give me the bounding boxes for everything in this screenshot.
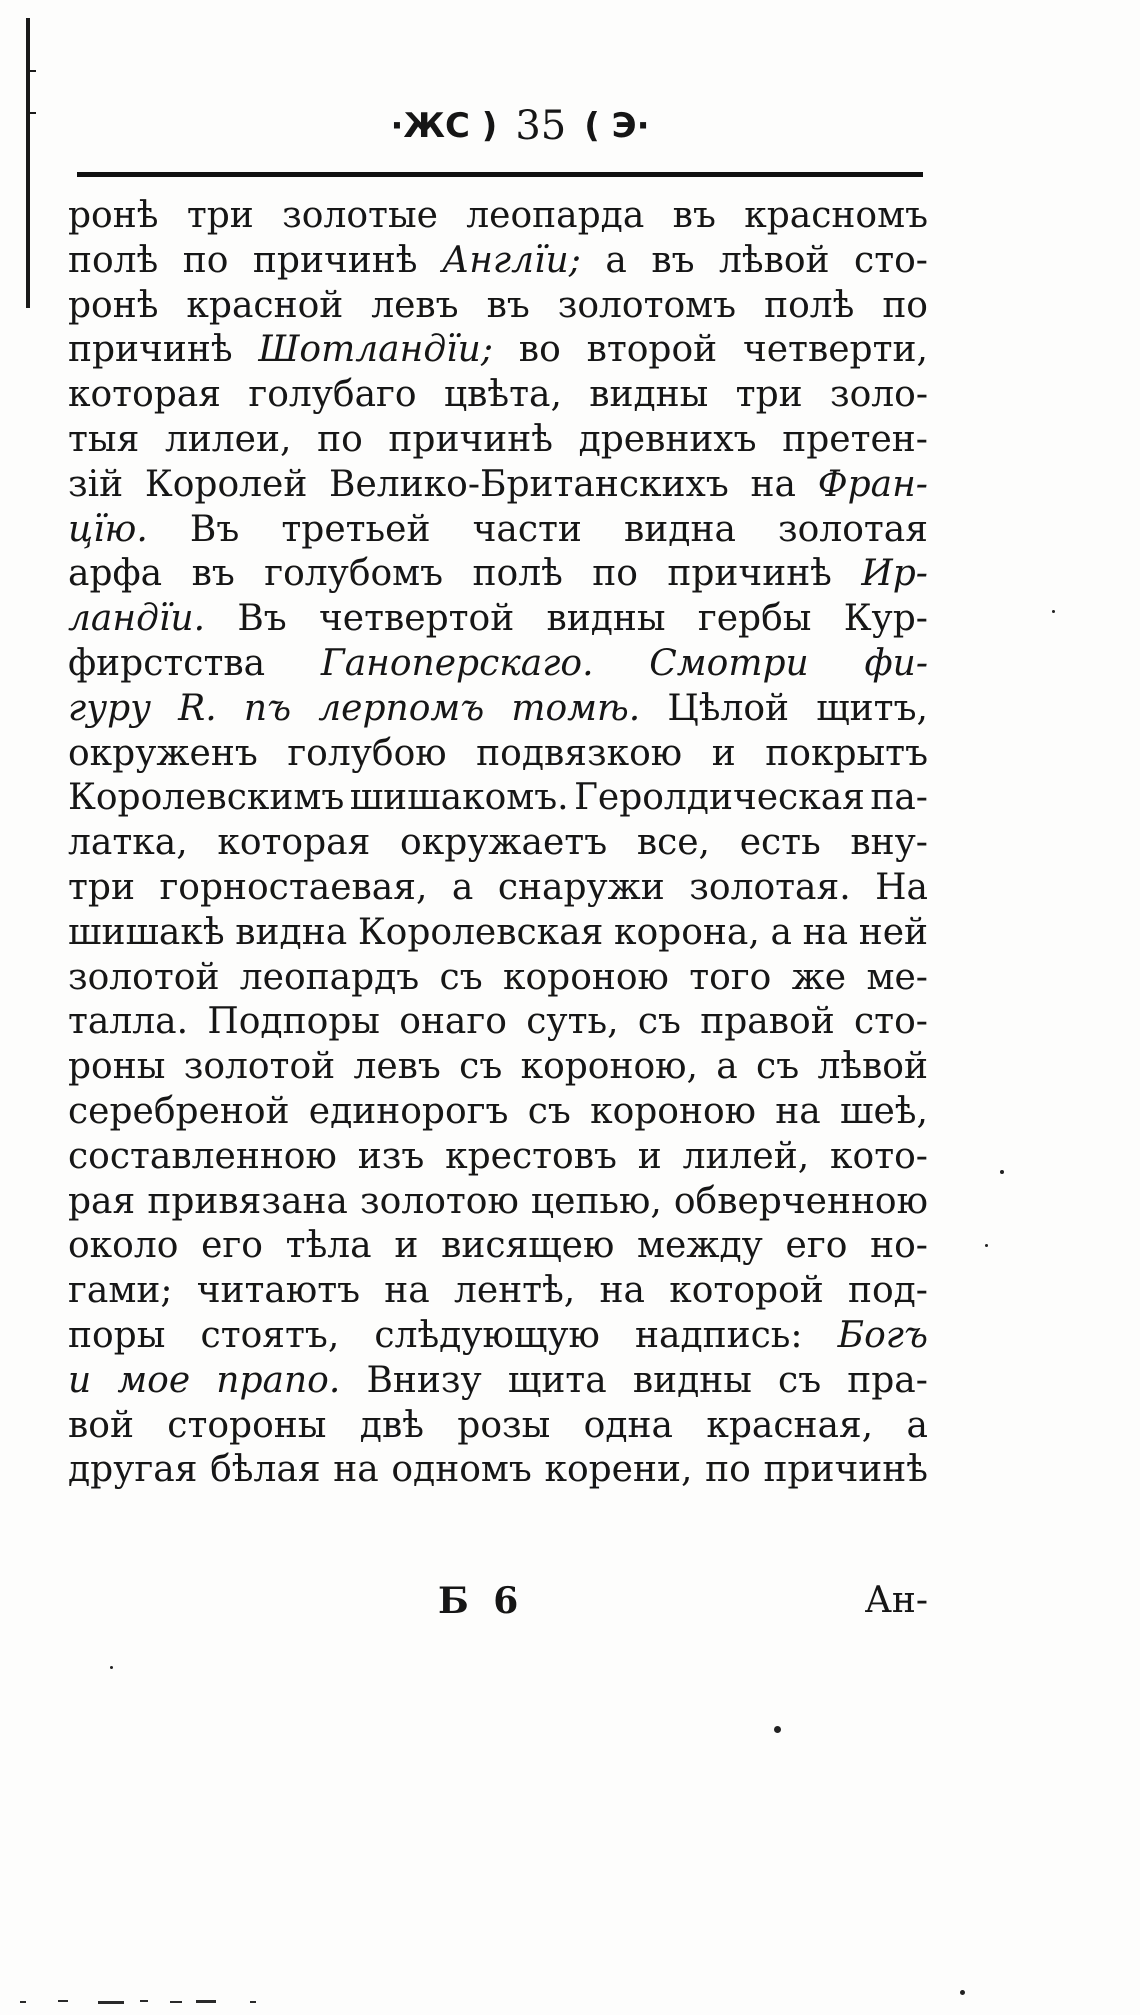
- word: его: [785, 1225, 848, 1267]
- word: короною: [502, 956, 669, 998]
- word: а: [716, 1046, 738, 1088]
- word: Ир-: [861, 553, 928, 595]
- text-line: [68, 597, 928, 642]
- word: щита: [507, 1359, 607, 1401]
- word: леопарда: [466, 195, 645, 236]
- word: полѣ: [472, 553, 563, 595]
- word: Внизу: [366, 1359, 482, 1401]
- word: на: [775, 1090, 821, 1132]
- word: видна: [235, 911, 348, 953]
- word: а: [906, 1404, 928, 1446]
- text-line: [68, 508, 928, 553]
- word: сто-: [854, 239, 928, 281]
- text-line: [68, 1090, 928, 1135]
- word: цепью,: [530, 1180, 662, 1222]
- word: левъ: [353, 1046, 441, 1088]
- word: Ганоперскаго.: [320, 642, 594, 684]
- word: привязана: [147, 1180, 348, 1222]
- word: древнихъ: [578, 418, 757, 460]
- page-number: 35: [515, 103, 567, 149]
- word: цвѣта,: [443, 374, 562, 416]
- word: золотомъ: [557, 284, 737, 326]
- word: шишакѣ: [68, 911, 225, 953]
- word: Королевская: [357, 911, 604, 953]
- word: причинѣ: [763, 1449, 928, 1491]
- word: роны: [68, 1046, 166, 1088]
- header-right-ornament: ( Э·: [584, 106, 650, 146]
- word: красная,: [706, 1404, 874, 1446]
- word: третьей: [281, 508, 431, 550]
- text-line: [68, 239, 928, 284]
- word: его: [201, 1225, 263, 1267]
- word: покрытъ: [765, 732, 928, 774]
- text-line: [68, 821, 928, 866]
- word: съ: [439, 956, 483, 998]
- word: надпись:: [635, 1314, 803, 1356]
- word: рая: [68, 1180, 136, 1222]
- text-line: [68, 1045, 928, 1090]
- word: во: [518, 329, 561, 371]
- word: съ: [459, 1046, 503, 1088]
- word: фирстства: [68, 642, 266, 684]
- text-line: [68, 776, 928, 821]
- text-line: [68, 732, 928, 777]
- word: того: [689, 956, 772, 998]
- text-line: [68, 284, 928, 329]
- scan-speck: [1000, 1170, 1004, 1174]
- word: лѣвой: [817, 1046, 928, 1088]
- header-left-ornament: ·ЖС ): [390, 106, 498, 146]
- word: причинѣ: [68, 329, 233, 371]
- word: под-: [847, 1270, 928, 1312]
- word: которой: [669, 1270, 824, 1312]
- word: три: [186, 195, 254, 236]
- word: одномъ: [391, 1449, 532, 1491]
- word: но-: [870, 1225, 928, 1267]
- word: золотая: [778, 508, 928, 550]
- word: Англїи;: [441, 239, 581, 281]
- word: красномъ: [744, 195, 928, 236]
- word: между: [637, 1225, 763, 1267]
- word: около: [68, 1225, 179, 1267]
- word: лерпомъ: [318, 687, 485, 729]
- word: золотая.: [689, 866, 851, 908]
- word: по: [705, 1449, 751, 1491]
- word: единорогъ: [308, 1090, 509, 1132]
- word: тѣла: [285, 1225, 372, 1267]
- word: На: [875, 866, 928, 908]
- scan-speck: [985, 1244, 988, 1247]
- scan-speck: [110, 1666, 113, 1669]
- text-line: [68, 1224, 928, 1269]
- text-line: [68, 463, 928, 508]
- word: голубаго: [248, 374, 417, 416]
- word: причинѣ: [667, 553, 832, 595]
- word: пра-: [847, 1359, 928, 1401]
- text-line: [68, 1404, 928, 1449]
- gutter-tick: [30, 112, 36, 114]
- word: второй: [586, 329, 718, 371]
- word: талла.: [68, 1001, 189, 1043]
- word: висящею: [441, 1225, 615, 1267]
- word: Въ: [237, 598, 287, 640]
- word: вой: [68, 1404, 134, 1446]
- word: на: [384, 1270, 430, 1312]
- word: лѣвой: [719, 239, 830, 281]
- gutter-edge-line: [26, 18, 30, 308]
- word: три: [68, 866, 135, 908]
- scan-speck: [1052, 610, 1055, 613]
- word: ме-: [866, 956, 928, 998]
- word: па-: [870, 777, 928, 819]
- word: на: [750, 463, 796, 505]
- word: Королей: [144, 463, 308, 505]
- word: золо-: [829, 374, 928, 416]
- word: левъ: [371, 284, 459, 326]
- text-line: [68, 642, 928, 687]
- word: снаружи: [497, 866, 665, 908]
- text-line: [68, 956, 928, 1001]
- text-line: [68, 328, 928, 373]
- word: золотою: [360, 1180, 519, 1222]
- text-line: [68, 373, 928, 418]
- scan-edge-noise: [0, 1998, 1140, 2006]
- word: а: [770, 911, 792, 953]
- word: четверти,: [742, 329, 928, 371]
- word: кото-: [830, 1135, 928, 1177]
- word: Цѣлой: [667, 687, 790, 729]
- catchword: Ан-: [864, 1580, 928, 1621]
- word: одна: [583, 1404, 673, 1446]
- word: Богъ: [837, 1314, 928, 1356]
- word: и: [637, 1135, 662, 1177]
- word: съ: [756, 1046, 800, 1088]
- word: горностаевая,: [159, 866, 428, 908]
- text-line: [68, 1180, 928, 1225]
- word: по: [882, 284, 928, 326]
- word: гербы: [697, 598, 812, 640]
- word: и: [711, 732, 736, 774]
- word: по: [317, 418, 363, 460]
- word: претен-: [782, 418, 928, 460]
- word: и: [68, 1359, 92, 1401]
- word: по: [592, 553, 638, 595]
- word: Королевскимъ: [68, 777, 345, 819]
- word: серебреной: [68, 1090, 290, 1132]
- word: а: [605, 239, 627, 281]
- word: золотой: [183, 1046, 336, 1088]
- word: съ: [778, 1359, 822, 1401]
- word: стороны: [167, 1404, 327, 1446]
- word: Въ: [189, 508, 240, 550]
- word: онаго: [399, 1001, 507, 1043]
- word: же: [791, 956, 847, 998]
- word: золотые: [282, 195, 438, 236]
- word: гуру: [68, 687, 152, 729]
- word: подвязкою: [476, 732, 683, 774]
- word: фи-: [864, 642, 928, 684]
- text-line: [68, 866, 928, 911]
- word: и: [394, 1225, 419, 1267]
- scan-speck: [774, 1726, 781, 1733]
- word: причинѣ: [388, 418, 553, 460]
- word: прапо.: [216, 1359, 341, 1401]
- text-line: [68, 194, 928, 239]
- word: съ: [527, 1090, 571, 1132]
- word: составленною: [68, 1135, 337, 1177]
- word: окружаетъ: [400, 822, 608, 864]
- printer-signature: Б 6: [438, 1580, 525, 1622]
- word: обверченною: [673, 1180, 928, 1222]
- word: вну-: [850, 822, 928, 864]
- word: R.: [178, 687, 217, 729]
- word: Фран-: [817, 463, 928, 505]
- word: шеѣ,: [840, 1090, 928, 1132]
- word: все,: [636, 822, 710, 864]
- word: сто-: [854, 1001, 928, 1043]
- word: крестовъ: [445, 1135, 617, 1177]
- word: на: [802, 911, 849, 953]
- word: окруженъ: [68, 732, 258, 774]
- word: зій: [68, 463, 124, 505]
- word: пъ: [243, 687, 292, 729]
- word: на: [599, 1270, 645, 1312]
- word: ронѣ: [68, 284, 159, 326]
- word: мое: [117, 1359, 191, 1401]
- word: щитъ,: [816, 687, 928, 729]
- text-line: [68, 1314, 928, 1359]
- word: тыя: [68, 418, 140, 460]
- word: Велико-Британскихъ: [329, 463, 729, 505]
- word: въ: [191, 553, 235, 595]
- word: корона,: [614, 911, 760, 953]
- word: три: [735, 374, 803, 416]
- word: правой: [700, 1001, 835, 1043]
- word: корени,: [544, 1449, 693, 1491]
- word: слѣдующую: [374, 1314, 600, 1356]
- word: гами;: [68, 1270, 173, 1312]
- word: ней: [858, 911, 928, 953]
- word: видны: [546, 598, 666, 640]
- word: которая: [68, 374, 221, 416]
- word: ландїи.: [68, 598, 206, 640]
- word: ронѣ: [68, 195, 159, 236]
- body-text: [68, 194, 928, 1493]
- text-line: [68, 1000, 928, 1045]
- word: стоятъ,: [200, 1314, 340, 1356]
- running-header: [340, 96, 700, 156]
- word: красной: [186, 284, 344, 326]
- word: Кур-: [843, 598, 928, 640]
- word: Смотри: [649, 642, 809, 684]
- word: полѣ: [764, 284, 855, 326]
- word: читаютъ: [196, 1270, 361, 1312]
- text-line: [68, 1359, 928, 1404]
- word: другая: [68, 1449, 198, 1491]
- text-line: [68, 1269, 928, 1314]
- word: причинѣ: [252, 239, 418, 281]
- word: изъ: [357, 1135, 425, 1177]
- word: а: [451, 866, 474, 908]
- text-line: [68, 552, 928, 597]
- word: суть,: [526, 1001, 619, 1043]
- word: цїю.: [68, 508, 148, 550]
- word: Подпоры: [207, 1001, 380, 1043]
- word: которая: [217, 822, 371, 864]
- word: въ: [486, 284, 530, 326]
- text-line: [68, 1135, 928, 1180]
- word: четвертой: [318, 598, 515, 640]
- word: арфа: [68, 553, 163, 595]
- word: золотой: [68, 956, 220, 998]
- word: короною,: [520, 1046, 698, 1088]
- word: бѣлая: [210, 1449, 321, 1491]
- word: томѣ.: [511, 687, 641, 729]
- word: голубомъ: [264, 553, 444, 595]
- word: видна: [624, 508, 736, 550]
- text-line: [68, 418, 928, 463]
- word: двѣ: [359, 1404, 424, 1446]
- word: видны: [632, 1359, 752, 1401]
- word: шишакомъ.: [349, 777, 569, 819]
- text-line: [68, 687, 928, 732]
- word: части: [472, 508, 582, 550]
- word: поры: [68, 1314, 166, 1356]
- word: полѣ: [68, 239, 159, 281]
- word: голубою: [287, 732, 447, 774]
- gutter-tick: [30, 70, 36, 72]
- word: съ: [637, 1001, 681, 1043]
- text-line: [68, 911, 928, 956]
- word: есть: [739, 822, 821, 864]
- word: Геролдическая: [574, 777, 865, 819]
- page-footer: [68, 1580, 928, 1630]
- word: Шотландїи;: [258, 329, 493, 371]
- word: въ: [651, 239, 695, 281]
- text-line: [68, 1448, 928, 1493]
- word: видны: [589, 374, 709, 416]
- word: лентѣ,: [454, 1270, 576, 1312]
- header-rule: [77, 172, 923, 177]
- word: леопардъ: [239, 956, 420, 998]
- scan-speck: [960, 1990, 965, 1995]
- word: розы: [457, 1404, 551, 1446]
- word: короною: [590, 1090, 756, 1132]
- word: латка,: [68, 822, 188, 864]
- word: въ: [672, 195, 716, 236]
- word: лилей,: [682, 1135, 810, 1177]
- word: лилеи,: [164, 418, 292, 460]
- word: по: [182, 239, 229, 281]
- word: на: [333, 1449, 379, 1491]
